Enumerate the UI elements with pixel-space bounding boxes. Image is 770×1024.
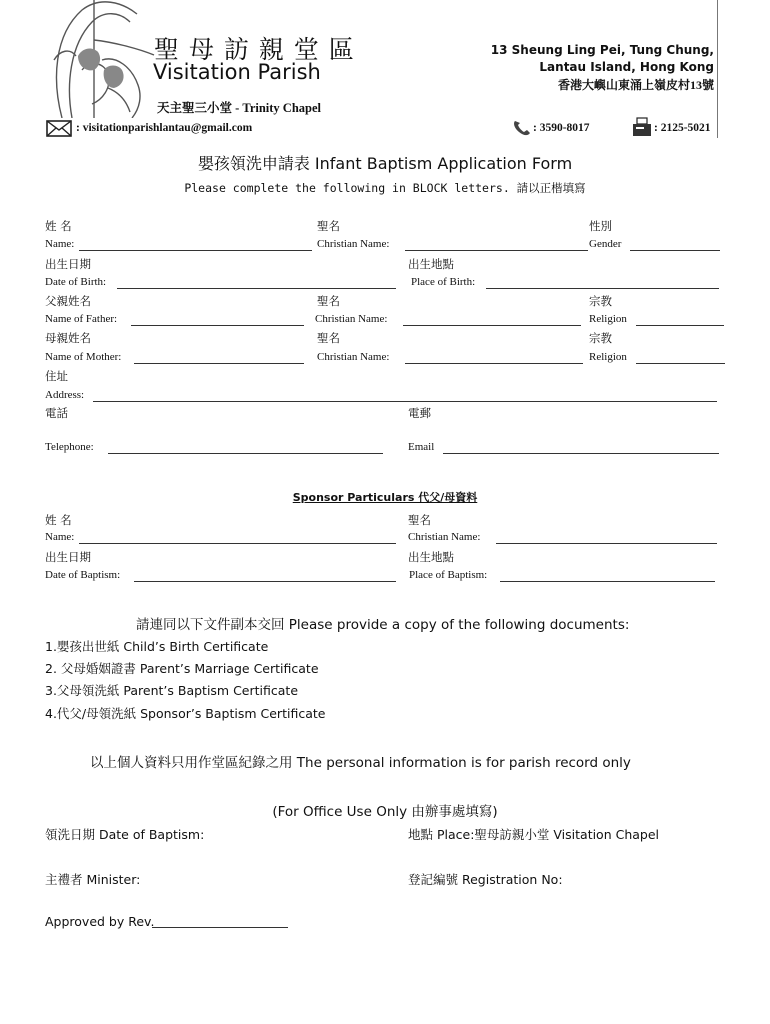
office-approved-label: Approved by Rev. [45,914,155,929]
document-item-3: 3.父母領洗紙 Parent’s Baptism Certificate [45,683,299,698]
father-religion-field[interactable] [636,325,724,326]
documents-heading: 請連同以下文件副本交回 Please provide a copy of the following documents: [136,617,630,633]
father-religion-cn: 宗教 [589,294,612,308]
mother-religion-cn: 宗教 [589,331,612,345]
sponsor-heading: Sponsor Particulars 代父/母資料 [292,491,478,504]
child-pob-label: Place of Birth: [411,276,476,288]
privacy-note: 以上個人資料只用作堂區紀錄之用 The personal information is for parish record only [90,755,631,771]
email-cn: 電郵 [408,406,431,420]
office-place: 地點 Place:聖母訪親小堂 Visitation Chapel [408,827,660,842]
email-label: Email [408,441,435,453]
address-line-2: Lantau Island, Hong Kong [539,60,714,74]
father-religion-label: Religion [589,313,627,325]
child-pob-field[interactable] [486,288,719,289]
form-title: 嬰孩領洗申請表 Infant Baptism Application Form [197,154,573,173]
child-dob-field[interactable] [117,288,396,289]
address-label: Address: [45,389,85,401]
mail-icon [46,120,72,137]
office-baptism-date: 領洗日期 Date of Baptism: [45,827,205,842]
office-registration: 登記編號 Registration No: [408,872,563,887]
father-name-label: Name of Father: [45,313,118,325]
parish-chinese-name: 聖 母 訪 親 堂 區 [154,35,355,64]
header-divider [717,0,718,138]
phone-icon [512,119,532,137]
office-approved-field[interactable] [152,927,288,928]
fax-number: : 2125-5021 [654,122,711,134]
fax-icon [632,117,652,137]
mother-name-label: Name of Mother: [45,351,122,363]
father-christian-cn: 聖名 [317,294,340,308]
father-christian-field[interactable] [403,325,581,326]
child-dob-cn: 出生日期 [45,257,91,271]
mother-religion-label: Religion [589,351,627,363]
sponsor-dob-cn: 出生日期 [45,550,91,564]
phone-number: : 3590-8017 [533,122,590,134]
telephone-label: Telephone: [45,441,94,453]
child-name-field[interactable] [79,250,312,251]
sponsor-name-cn: 姓 名 [45,513,72,527]
child-gender-label: Gender [589,238,622,250]
mother-christian-cn: 聖名 [317,331,340,345]
child-christian-cn: 聖名 [317,219,340,233]
address-line-1: 13 Sheung Ling Pei, Tung Chung, [490,43,714,57]
mother-name-field[interactable] [134,363,304,364]
sponsor-pob-cn: 出生地點 [408,550,454,564]
father-christian-label: Christian Name: [315,313,388,325]
child-christian-label: Christian Name: [317,238,390,250]
address-chinese: 香港大嶼山東涌上嶺皮村13號 [557,78,714,92]
parish-english-name: Visitation Parish [153,60,321,84]
parish-email: : visitationparishlantau@gmail.com [76,122,253,134]
sponsor-christian-cn: 聖名 [408,513,431,527]
email-field[interactable] [443,453,719,454]
office-use-heading: (For Office Use Only 由辦事處填寫) [272,804,498,820]
mother-religion-field[interactable] [636,363,725,364]
child-name-label: Name: [45,238,75,250]
form-instruction: Please complete the following in BLOCK letters. 請以正楷填寫 [184,181,586,195]
sponsor-christian-field[interactable] [496,543,717,544]
office-minister: 主禮者 Minister: [45,872,141,887]
child-christian-field[interactable] [405,250,588,251]
sponsor-name-field[interactable] [79,543,396,544]
father-name-cn: 父親姓名 [45,294,91,308]
sponsor-christian-label: Christian Name: [408,531,481,543]
child-dob-label: Date of Birth: [45,276,107,288]
sponsor-name-label: Name: [45,531,75,543]
document-item-4: 4.代父/母領洗紙 Sponsor’s Baptism Certificate [45,706,326,721]
sponsor-baptism-date-label: Date of Baptism: [45,569,121,581]
sponsor-baptism-place-label: Place of Baptism: [409,569,488,581]
child-pob-cn: 出生地點 [408,257,454,271]
mother-name-cn: 母親姓名 [45,331,91,345]
telephone-field[interactable] [108,453,383,454]
address-field[interactable] [93,401,717,402]
mother-christian-field[interactable] [405,363,583,364]
parish-logo [42,0,157,118]
chapel-name: 天主聖三小堂 - Trinity Chapel [157,101,322,115]
child-gender-cn: 性別 [589,219,612,233]
mother-christian-label: Christian Name: [317,351,390,363]
sponsor-baptism-date-field[interactable] [134,581,396,582]
document-item-2: 2. 父母婚姻證書 Parent’s Marriage Certificate [45,661,319,676]
father-name-field[interactable] [131,325,304,326]
telephone-cn: 電話 [45,406,68,420]
sponsor-baptism-place-field[interactable] [500,581,715,582]
document-item-1: 1.嬰孩出世紙 Child’s Birth Certificate [45,639,269,654]
child-name-cn: 姓 名 [45,219,72,233]
address-cn: 住址 [45,369,68,383]
child-gender-field[interactable] [630,250,720,251]
